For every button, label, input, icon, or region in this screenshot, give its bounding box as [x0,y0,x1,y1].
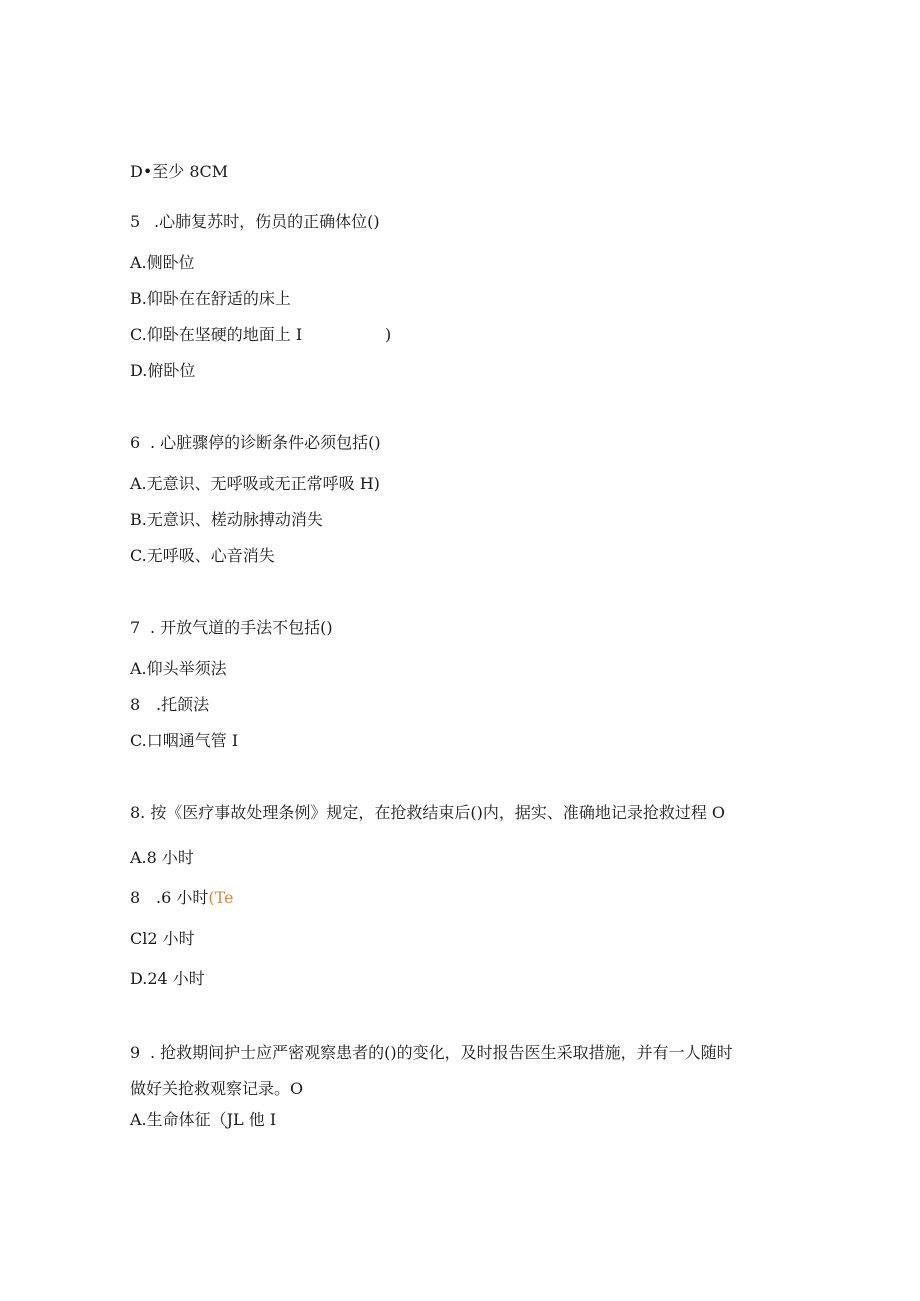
option-d-q8: D.24 小时 [130,969,205,988]
question-text: . 抢救期间护士应严密观察患者的()的变化，及时报告医生采取措施，并有一人随时 [150,1043,733,1062]
question-number: 6 [130,433,141,452]
highlight-text: (Te [208,888,234,907]
question-5 [130,212,380,232]
option-b-q5: B.仰卧在在舒适的床上 [130,289,291,308]
option-b-q7 [130,695,209,715]
question-9 [130,1043,733,1063]
option-a-q6: A.无意识、无呼吸或无正常呼吸 H) [130,474,380,493]
option-a-q7: A.仰头举须法 [130,659,227,678]
option-text: C.仰卧在坚硬的地面上 I [130,325,303,344]
option-tail: ) [385,325,392,344]
option-number: 8 [130,695,141,714]
option-b-q6: B.无意识、槎动脉搏动消失 [130,510,323,529]
option-d-q5: D.俯卧位 [130,361,196,380]
question-text: . 心脏骤停的诊断条件必须包括() [150,433,381,452]
question-7 [130,618,333,638]
option-text: .托颌法 [156,695,210,714]
option-a-q5: A.侧卧位 [130,253,195,272]
option-d-q4: D•至少 8CM [130,162,229,181]
option-a-q9: A.生命体征（JL 他 I [130,1110,277,1129]
question-6 [130,433,381,453]
question-number: 7 [130,618,141,637]
option-c-q5 [130,325,392,345]
question-text: . 开放气道的手法不包括() [150,618,333,637]
question-9-continued: 做好关抢救观察记录。O [130,1079,304,1098]
question-number: 5 [130,212,141,231]
question-8: 8. 按《医疗事故处理条例》规定，在抢救结束后()内，据实、准确地记录抢救过程 O [130,803,726,822]
option-b-q8 [130,888,234,908]
option-c-q8: Cl2 小时 [130,929,195,948]
question-text: .心肺复苏时，伤员的正确体位() [154,212,380,231]
option-c-q7: C.口咽通气管 I [130,731,239,750]
option-a-q8: A.8 小时 [130,848,194,867]
option-number: 8 [130,888,141,907]
option-text: .6 小时 [156,888,209,907]
option-c-q6: C.无呼吸、心音消失 [130,546,275,565]
question-number: 9 [130,1043,141,1062]
